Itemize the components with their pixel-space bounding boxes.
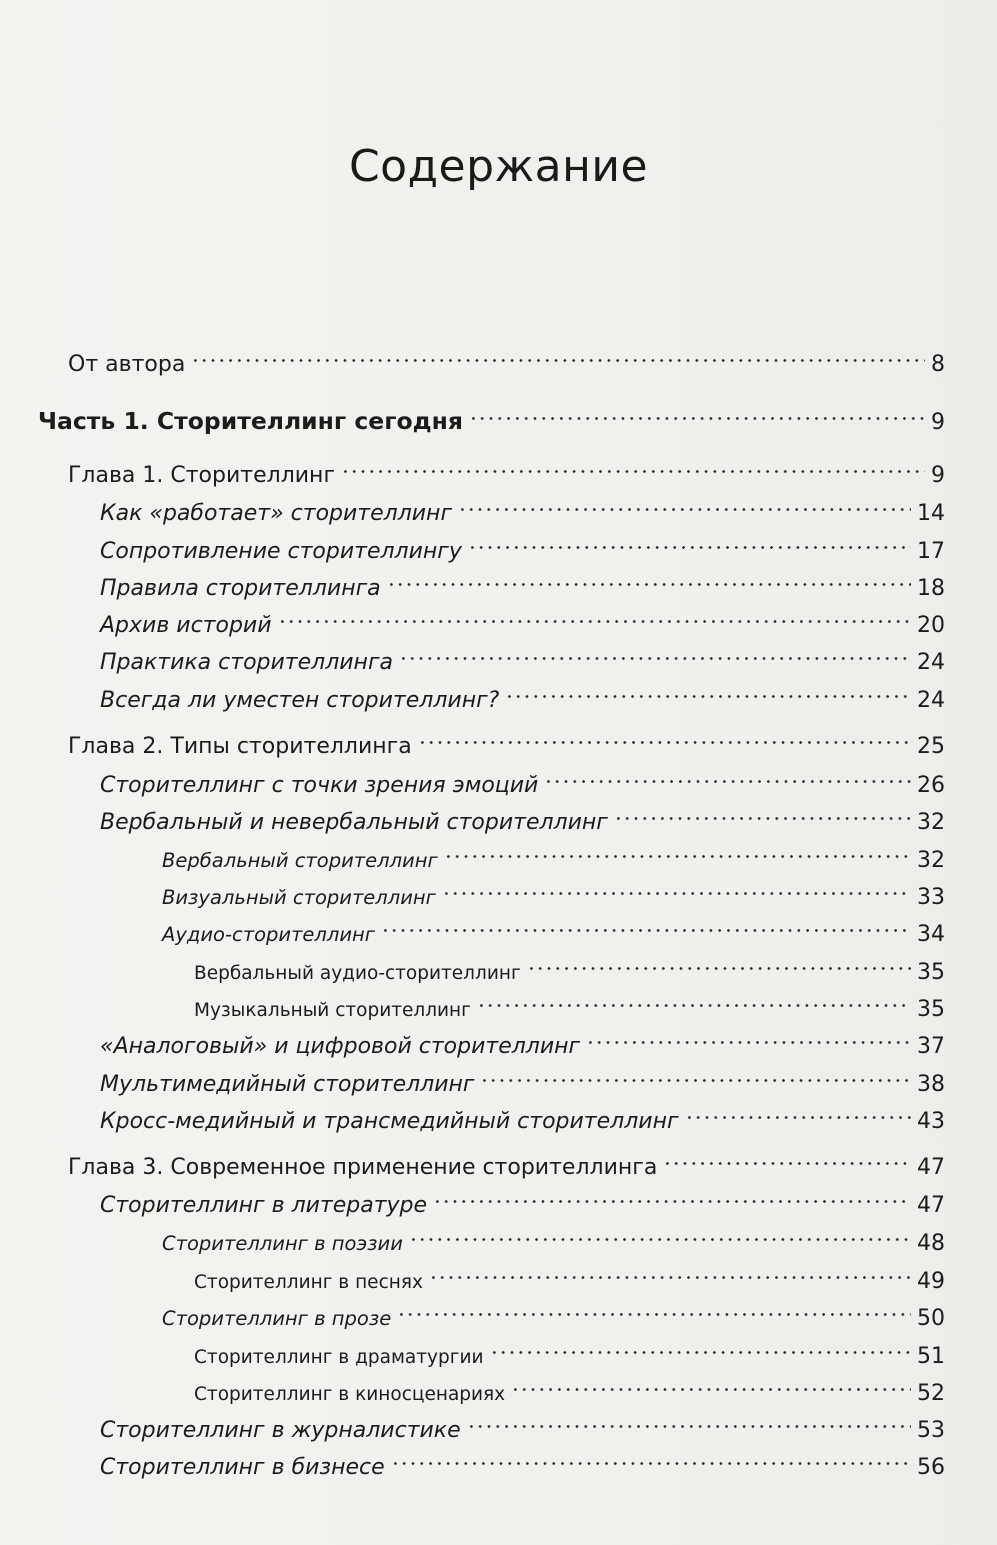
toc-entry-page-number: 47 [917, 1155, 945, 1180]
dot-leader [381, 907, 911, 941]
toc-entry-title: Кросс-медийный и трансмедийный сторителлинг [100, 1109, 679, 1134]
toc-entry-title: Мультимедийный сторителлинг [100, 1072, 475, 1097]
toc-entry-title: Сторителлинг в бизнесе [100, 1455, 385, 1480]
toc-entry [194, 945, 945, 985]
toc-entry [100, 1178, 945, 1218]
dot-leader [458, 486, 911, 520]
toc-entry-page-number: 9 [931, 410, 945, 435]
toc-entry-page-number: 26 [917, 773, 945, 798]
dot-leader [663, 1140, 911, 1174]
toc-entry-title: Музыкальный сторителлинг [194, 1000, 471, 1021]
toc-entry [162, 833, 945, 873]
toc-entry-title: Вербальный сторителлинг [162, 849, 438, 872]
toc-entry [100, 1440, 945, 1480]
toc-entry [162, 1216, 945, 1256]
toc-entry [68, 1140, 945, 1180]
toc-entry-page-number: 48 [917, 1231, 945, 1256]
toc-entry-page-number: 56 [917, 1455, 945, 1480]
toc-entry-title: Аудио-сторителлинг [162, 923, 376, 946]
toc-entry-title: Как «работает» сторителлинг [100, 501, 452, 526]
toc-entry-page-number: 9 [931, 463, 945, 488]
toc-entry [100, 635, 945, 675]
toc-entry [162, 870, 945, 910]
toc-entry-title: Часть 1. Сторителлинг сегодня [38, 407, 463, 435]
toc-entry [100, 758, 945, 798]
toc-entry-page-number: 35 [917, 997, 945, 1022]
dot-leader [685, 1094, 911, 1128]
dot-leader [399, 635, 911, 669]
dot-leader [469, 395, 925, 429]
toc-entry [100, 524, 945, 564]
toc-entry-title: Сторителлинг в драматургии [194, 1347, 484, 1368]
dot-leader [614, 795, 911, 829]
toc-entry-page-number: 51 [917, 1344, 945, 1369]
toc-entry-title: Сторителлинг в песнях [194, 1272, 423, 1293]
toc-entry-title: Вербальный и невербальный сторителлинг [100, 810, 608, 835]
dot-leader [418, 719, 911, 753]
toc-entry-page-number: 8 [931, 352, 945, 377]
toc-entry [100, 1094, 945, 1134]
toc-entry [68, 337, 945, 377]
dot-leader [442, 870, 911, 904]
toc-entry [162, 1291, 945, 1331]
dot-leader [409, 1216, 911, 1250]
toc-entry-title: Архив историй [100, 613, 272, 638]
toc-entry [194, 982, 945, 1022]
dot-leader [278, 598, 911, 632]
dot-leader [433, 1178, 911, 1212]
toc-entry-title: Сторителлинг в поэзии [162, 1232, 403, 1255]
toc-entry [100, 486, 945, 526]
dot-leader [341, 448, 925, 482]
toc-entry-page-number: 32 [917, 810, 945, 835]
toc-entry-page-number: 47 [917, 1193, 945, 1218]
toc-entry-page-number: 52 [917, 1381, 945, 1406]
toc-entry [194, 1366, 945, 1406]
dot-leader [477, 982, 911, 1016]
toc-entry-page-number: 17 [917, 539, 945, 564]
toc-entry-title: Глава 3. Современное применение сторителлинга [68, 1155, 658, 1180]
dot-leader [429, 1254, 911, 1288]
toc-entry-page-number: 34 [917, 922, 945, 947]
toc-entry-page-number: 25 [917, 734, 945, 759]
toc-entry-page-number: 43 [917, 1109, 945, 1134]
toc-entry-page-number: 24 [917, 688, 945, 713]
toc-entry-title: Сторителлинг в журналистике [100, 1418, 461, 1443]
toc-entry-title: Всегда ли уместен сторителлинг? [100, 688, 500, 713]
dot-leader [191, 337, 925, 371]
dot-leader [391, 1440, 911, 1474]
toc-entry-page-number: 32 [917, 848, 945, 873]
toc-entry-title: Сопротивление сторителлингу [100, 539, 462, 564]
toc-entry-title: Глава 1. Сторителлинг [68, 463, 335, 488]
toc-entry-page-number: 38 [917, 1072, 945, 1097]
toc-entry [68, 719, 945, 759]
toc-entry [100, 598, 945, 638]
dot-leader [511, 1366, 911, 1400]
toc-entry-page-number: 33 [917, 885, 945, 910]
toc-entry-title: От автора [68, 352, 186, 377]
toc-entry [100, 1019, 945, 1059]
toc-entry-title: Сторителлинг в киносценариях [194, 1384, 506, 1405]
dot-leader [505, 673, 911, 707]
dot-leader [586, 1019, 911, 1053]
toc-entry-page-number: 24 [917, 650, 945, 675]
dot-leader [387, 561, 911, 595]
toc-entry-title: Правила сторителлинга [100, 576, 381, 601]
toc-entry [38, 395, 945, 435]
toc-entry-title: Практика сторителлинга [100, 650, 393, 675]
dot-leader [397, 1291, 911, 1325]
page-title: Содержание [348, 141, 649, 193]
dot-leader [527, 945, 911, 979]
toc-entry [100, 561, 945, 601]
toc-entry [162, 907, 945, 947]
toc-entry-page-number: 35 [917, 960, 945, 985]
toc-entry-title: Глава 2. Типы сторителлинга [68, 734, 412, 759]
toc-entry-title: Визуальный сторителлинг [162, 886, 436, 909]
toc-entry-title: Сторителлинг с точки зрения эмоций [100, 773, 539, 798]
toc-entry-page-number: 49 [917, 1269, 945, 1294]
toc-entry-title: Сторителлинг в прозе [162, 1307, 392, 1330]
dot-leader [490, 1329, 912, 1363]
toc-entry-page-number: 14 [917, 501, 945, 526]
toc-entry [100, 795, 945, 835]
toc-entry-title: Вербальный аудио-сторителлинг [194, 963, 521, 984]
toc-entry-page-number: 53 [917, 1418, 945, 1443]
toc-entry [194, 1329, 945, 1369]
dot-leader [444, 833, 911, 867]
toc-entry [100, 673, 945, 713]
toc-entry [100, 1057, 945, 1097]
toc-entry-page-number: 37 [917, 1034, 945, 1059]
dot-leader [544, 758, 911, 792]
toc-entry-page-number: 50 [917, 1306, 945, 1331]
toc-entry [68, 448, 945, 488]
dot-leader [480, 1057, 911, 1091]
toc-entry-page-number: 20 [917, 613, 945, 638]
dot-leader [468, 524, 911, 558]
toc-entry-title: Сторителлинг в литературе [100, 1193, 428, 1218]
toc-entry [100, 1403, 945, 1443]
dot-leader [467, 1403, 911, 1437]
toc-entry-title: «Аналоговый» и цифровой сторителлинг [100, 1034, 581, 1059]
toc-entry [194, 1254, 945, 1294]
toc-entry-page-number: 18 [917, 576, 945, 601]
